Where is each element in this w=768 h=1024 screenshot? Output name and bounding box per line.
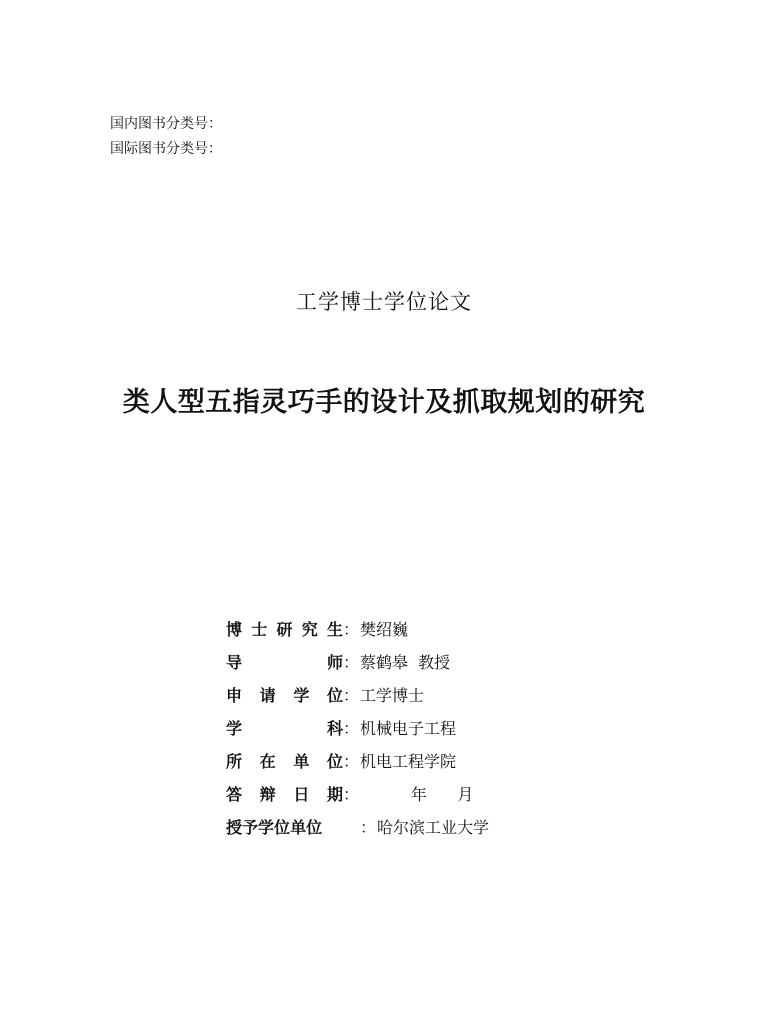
info-row bbox=[226, 777, 489, 810]
info-label: 申 请 学 位 bbox=[226, 686, 343, 705]
info-value: 哈尔滨工业大学 bbox=[377, 818, 490, 837]
info-label: 导 师 bbox=[226, 653, 343, 672]
thesis-info-table bbox=[226, 612, 489, 843]
info-label: 所 在 单 位 bbox=[226, 752, 343, 771]
info-colon: ： bbox=[343, 785, 360, 804]
info-label: 学 科 bbox=[226, 719, 343, 738]
international-classification-label: 国际图书分类号： bbox=[110, 141, 222, 157]
info-row bbox=[226, 711, 489, 744]
info-colon: ： bbox=[343, 653, 360, 672]
info-colon: ： bbox=[343, 719, 360, 738]
info-label: 博 士 研 究 生 bbox=[226, 620, 343, 639]
info-value: 年 月 bbox=[360, 785, 474, 804]
info-row bbox=[226, 645, 489, 678]
info-value: 樊绍巍 bbox=[360, 620, 409, 639]
info-value: 机械电子工程 bbox=[360, 719, 457, 738]
classification-block bbox=[110, 112, 222, 162]
info-row bbox=[226, 744, 489, 777]
info-row bbox=[226, 810, 489, 843]
info-value: 蔡鹤皋 教授 bbox=[360, 653, 451, 672]
info-row bbox=[226, 678, 489, 711]
info-row bbox=[226, 612, 489, 645]
info-label: 答 辩 日 期 bbox=[226, 785, 343, 804]
degree-type-heading: 工学博士学位论文 bbox=[296, 290, 472, 314]
info-colon: ： bbox=[343, 620, 360, 639]
info-colon: ： bbox=[343, 686, 360, 705]
thesis-title: 类人型五指灵巧手的设计及抓取规划的研究 bbox=[122, 387, 646, 418]
info-colon: ： bbox=[360, 818, 377, 837]
domestic-classification-label: 国内图书分类号： bbox=[110, 116, 222, 132]
info-value: 机电工程学院 bbox=[360, 752, 457, 771]
info-value: 工学博士 bbox=[360, 686, 425, 705]
info-colon: ： bbox=[343, 752, 360, 771]
info-label: 授 予 学 位 单 位 bbox=[226, 818, 323, 837]
